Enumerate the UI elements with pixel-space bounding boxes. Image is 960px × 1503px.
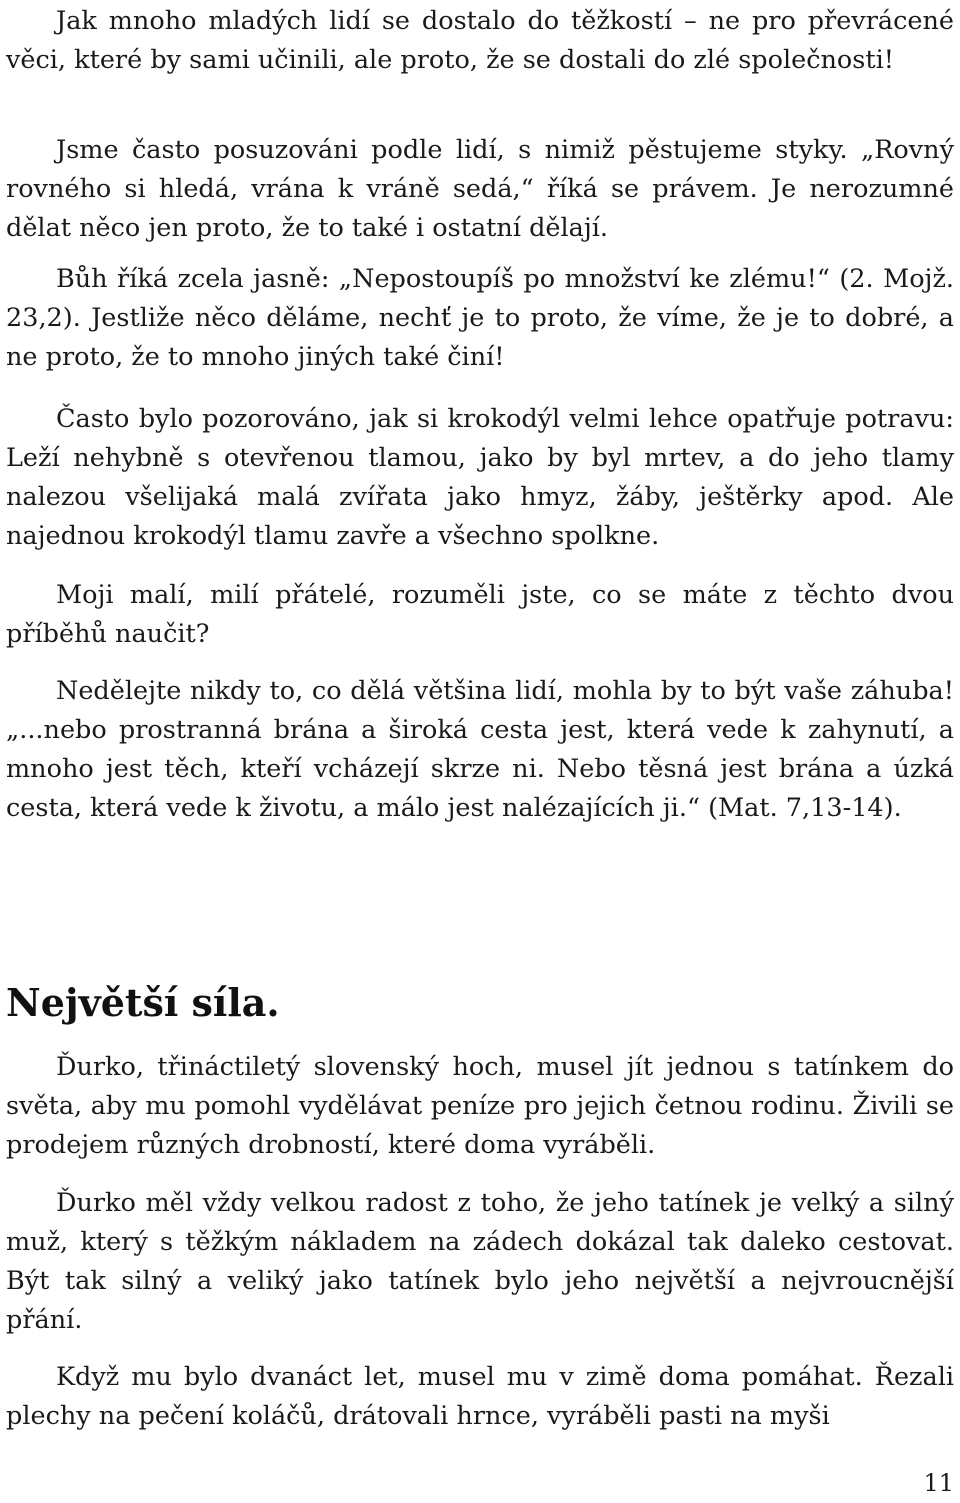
paragraph-question: Moji malí, milí přátelé, rozuměli jste, co se máte z těchto dvou příběhů naučit? <box>6 580 954 649</box>
paragraph-judged-by-company: Jsme často posuzováni podle lidí, s nimiž pěstujeme styky. „Rovný rovného si hledá, vrána k vráně sedá,“ říká se právem. Je nerozumné dělat něco jen proto, že to také i ostatní dělají. <box>6 135 954 243</box>
paragraph-crocodile: Často bylo pozorováno, jak si krokodýl velmi lehce opatřuje potravu: Leží nehybně s otevřenou tlamou, jako by byl mrtev, a do jeho tlamy nalezou všelijaká malá zvířata jako hmyz, žáby, ještěrky apod. Ale najednou krokodýl tlamu zavře a všechno spolkne. <box>6 404 954 551</box>
paragraph-durko-intro: Ďurko, třináctiletý slovenský hoch, musel jít jednou s tatínkem do světa, aby mu pomohl vydělávat peníze pro jejich četnou rodinu. Živili se prodejem různých drobností, které doma vyráběli. <box>6 1052 954 1160</box>
section-heading: Největší síla. <box>6 980 280 1025</box>
paragraph-durko-father: Ďurko měl vždy velkou radost z toho, že jeho tatínek je velký a silný muž, který s těžkým nákladem na zádech dokázal tak daleko cestovat. Být tak silný a veliký jako tatínek bylo jeho největší a nejvroucnější přání. <box>6 1188 954 1335</box>
paragraph-durko-winter: Když mu bylo dvanáct let, musel mu v zimě doma pomáhat. Řezali plechy na pečení koláčů, drátovali hrnce, vyráběli pasti na myši <box>6 1362 954 1431</box>
paragraph-bad-company: Jak mnoho mladých lidí se dostalo do těžkostí – ne pro převrácené věci, které by sami učinili, ale proto, že se dostali do zlé společnosti! <box>6 6 954 75</box>
document-page <box>6 0 954 1503</box>
paragraph-narrow-gate: Nedělejte nikdy to, co dělá většina lidí, mohla by to být vaše záhuba! „...nebo prostranná brána a široká cesta jest, která vede k zahynutí, a mnoho jest těch, kteří vcházejí skrze ni. Nebo těsná jest brána a úzká cesta, která vede k životu, a málo jest nalézajících ji.“ (Mat. 7,13-14). <box>6 676 954 823</box>
paragraph-god-says: Bůh říká zcela jasně: „Nepostoupíš po množství ke zlému!“ (2. Mojž. 23,2). Jestliže něco děláme, nechť je to proto, že víme, že je to dobré, a ne proto, že to mnoho jiných také činí! <box>6 264 954 372</box>
page-number: 11 <box>923 1469 954 1497</box>
